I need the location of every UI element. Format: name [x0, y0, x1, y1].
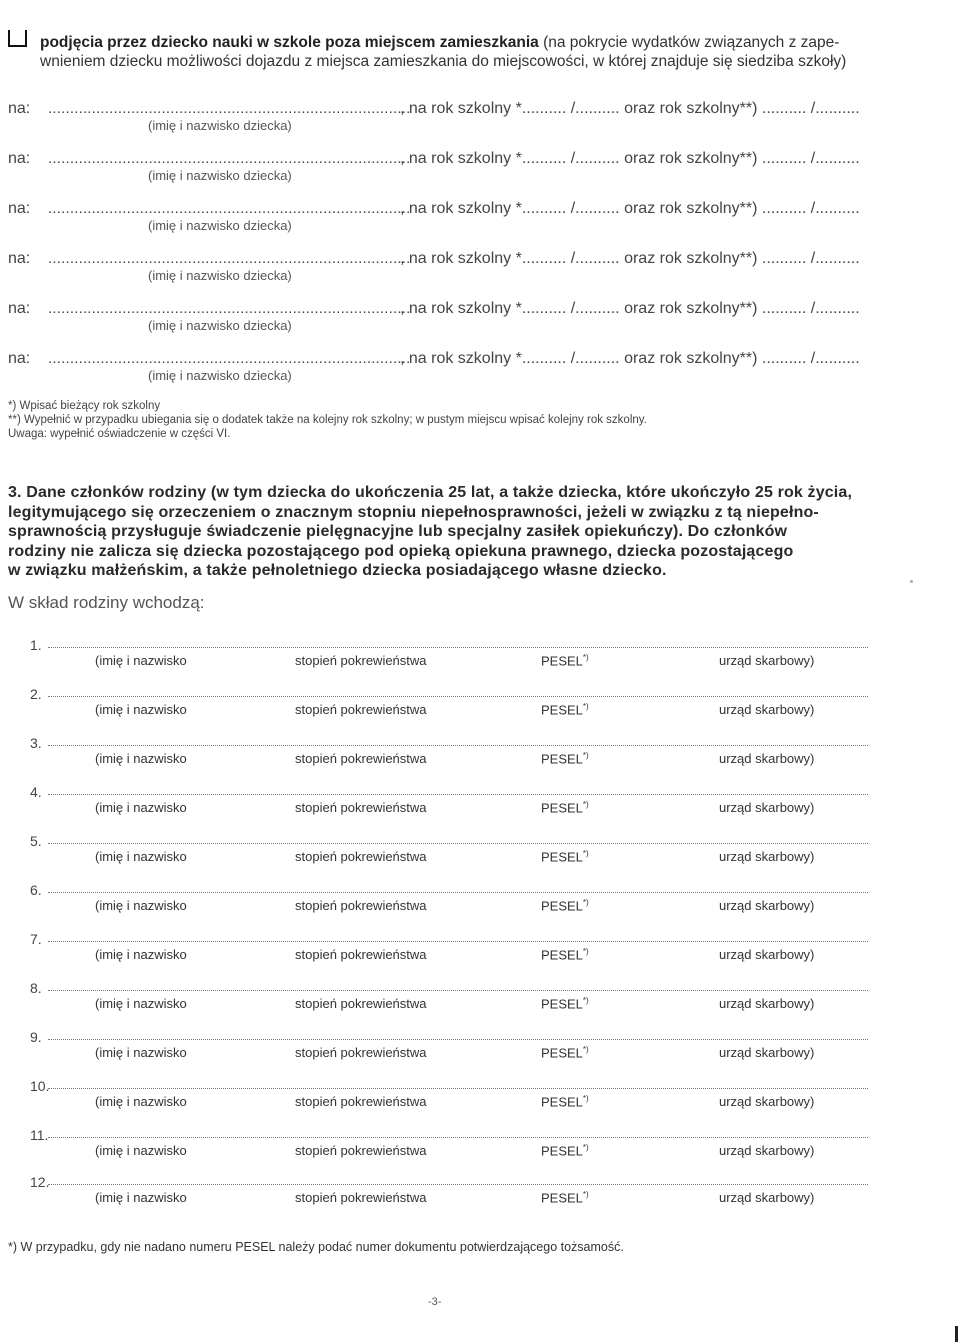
child-name-caption: (imię i nazwisko dziecka) — [148, 268, 292, 283]
row-number: 10. — [30, 1078, 50, 1094]
caption-pesel: PESEL*) — [541, 1094, 589, 1110]
caption-tax-office: urząd skarbowy) — [719, 702, 815, 717]
caption-name: (imię i nazwisko — [95, 702, 187, 717]
family-member-field[interactable] — [48, 788, 868, 795]
caption-relation: stopień pokrewieństwa — [295, 996, 427, 1011]
family-member-row — [0, 980, 960, 1028]
caption-relation: stopień pokrewieństwa — [295, 1045, 427, 1060]
caption-relation: stopień pokrewieństwa — [295, 653, 427, 668]
family-member-row — [0, 686, 960, 734]
caption-relation: stopień pokrewieństwa — [295, 751, 427, 766]
na-label: na: — [8, 300, 31, 317]
caption-name: (imię i nazwisko — [95, 849, 187, 864]
caption-pesel: PESEL*) — [541, 751, 589, 767]
caption-tax-office: urząd skarbowy) — [719, 898, 815, 913]
child-name-field[interactable]: ................................................................................... — [48, 300, 411, 317]
caption-pesel: PESEL*) — [541, 1190, 589, 1206]
family-member-field[interactable] — [48, 935, 868, 942]
caption-pesel: PESEL*) — [541, 1045, 589, 1061]
caption-pesel: PESEL*) — [541, 947, 589, 963]
caption-tax-office: urząd skarbowy) — [719, 751, 815, 766]
family-member-field[interactable] — [48, 984, 868, 991]
caption-tax-office: urząd skarbowy) — [719, 947, 815, 962]
child-name-field[interactable]: ................................................................................... — [48, 250, 411, 267]
family-member-field[interactable] — [48, 739, 868, 746]
na-label: na: — [8, 250, 31, 267]
row-number: 3. — [30, 735, 42, 751]
caption-relation: stopień pokrewieństwa — [295, 1094, 427, 1109]
footnote-next-year: **) Wypełnić w przypadku ubiegania się o dodatek także na kolejny rok szkolny; w pustym miejscu wpisać kolejny rok szkolny. — [8, 414, 647, 426]
option-title: podjęcia przez dziecko nauki w szkole poza miejscem zamieszkania — [40, 34, 539, 51]
pesel-footnote: *) W przypadku, gdy nie nadano numeru PESEL należy podać numer dokumentu potwierdzającego tożsamość. — [8, 1240, 624, 1254]
family-member-field[interactable] — [48, 641, 868, 648]
caption-name: (imię i nazwisko — [95, 898, 187, 913]
page-number: -3- — [428, 1296, 442, 1308]
section-3-line: 3. Dane członków rodziny (w tym dziecka do ukończenia 25 lat, a także dziecka, które ukończyło 25 rok życia, — [8, 484, 853, 501]
family-member-row — [0, 784, 960, 832]
caption-relation: stopień pokrewieństwa — [295, 702, 427, 717]
section-3-heading — [8, 483, 938, 581]
child-row — [0, 300, 960, 350]
section-3-line: w związku małżeńskim, a także pełnoletniego dziecka posiadającego własne dziecko. — [8, 562, 667, 579]
na-label: na: — [8, 150, 31, 167]
caption-name: (imię i nazwisko — [95, 1045, 187, 1060]
caption-tax-office: urząd skarbowy) — [719, 1045, 815, 1060]
row-number: 8. — [30, 980, 42, 996]
child-name-caption: (imię i nazwisko dziecka) — [148, 368, 292, 383]
row-number: 2. — [30, 686, 42, 702]
family-member-row — [0, 931, 960, 979]
caption-pesel: PESEL*) — [541, 849, 589, 865]
child-row — [0, 350, 960, 400]
scan-edge-mark — [955, 1326, 958, 1342]
caption-pesel: PESEL*) — [541, 1143, 589, 1159]
caption-pesel: PESEL*) — [541, 898, 589, 914]
caption-name: (imię i nazwisko — [95, 800, 187, 815]
school-year-fields[interactable]: , na rok szkolny *.......... /.......... oraz rok szkolny**) .......... /.......... — [400, 150, 860, 167]
section-3-line: legitymującego się orzeczeniem o znacznym stopniu niepełnosprawności, jeżeli w związku z tą niepełno- — [8, 503, 819, 521]
family-member-field[interactable] — [48, 1131, 868, 1138]
family-member-row — [0, 1127, 960, 1175]
caption-pesel: PESEL*) — [541, 996, 589, 1012]
option-title-rest: (na pokrycie wydatków związanych z zape- — [538, 34, 840, 51]
option-line2: wnieniem dziecku możliwości dojazdu z miejsca zamieszkania do miejscowości, w której znajduje się siedziba szkoły) — [40, 53, 847, 70]
caption-relation: stopień pokrewieństwa — [295, 1190, 427, 1205]
family-member-field[interactable] — [48, 886, 868, 893]
option-description — [40, 33, 920, 71]
family-member-row — [0, 1174, 960, 1222]
caption-tax-office: urząd skarbowy) — [719, 849, 815, 864]
caption-name: (imię i nazwisko — [95, 1094, 187, 1109]
caption-tax-office: urząd skarbowy) — [719, 1143, 815, 1158]
caption-relation: stopień pokrewieństwa — [295, 849, 427, 864]
child-row — [0, 200, 960, 250]
row-number: 1. — [30, 637, 42, 653]
family-subheading: W skład rodziny wchodzą: — [8, 593, 205, 612]
footnote-note: Uwaga: wypełnić oświadczenie w części VI. — [8, 428, 231, 440]
row-number: 12. — [30, 1174, 50, 1190]
na-label: na: — [8, 100, 31, 117]
family-member-row — [0, 833, 960, 881]
school-year-fields[interactable]: , na rok szkolny *.......... /.......... oraz rok szkolny**) .......... /.......... — [400, 300, 860, 317]
school-year-fields[interactable]: , na rok szkolny *.......... /.......... oraz rok szkolny**) .......... /.......... — [400, 200, 860, 217]
caption-name: (imię i nazwisko — [95, 653, 187, 668]
family-member-field[interactable] — [48, 1178, 868, 1185]
caption-tax-office: urząd skarbowy) — [719, 996, 815, 1011]
child-row — [0, 250, 960, 300]
family-member-field[interactable] — [48, 1033, 868, 1040]
child-name-caption: (imię i nazwisko dziecka) — [148, 118, 292, 133]
footnote-current-year: *) Wpisać bieżący rok szkolny — [8, 400, 161, 412]
scan-speck — [910, 580, 913, 583]
row-number: 5. — [30, 833, 42, 849]
row-number: 6. — [30, 882, 42, 898]
child-name-caption: (imię i nazwisko dziecka) — [148, 168, 292, 183]
row-number: 9. — [30, 1029, 42, 1045]
family-member-field[interactable] — [48, 690, 868, 697]
caption-name: (imię i nazwisko — [95, 996, 187, 1011]
child-name-caption: (imię i nazwisko dziecka) — [148, 318, 292, 333]
family-member-field[interactable] — [48, 1082, 868, 1089]
section-3-line: rodziny nie zalicza się dziecka pozostającego pod opieką opiekuna prawnego, dziecka pozostającego — [8, 542, 794, 560]
caption-relation: stopień pokrewieństwa — [295, 947, 427, 962]
option-checkbox[interactable] — [8, 30, 27, 47]
family-member-field[interactable] — [48, 837, 868, 844]
row-number: 7. — [30, 931, 42, 947]
family-member-row — [0, 637, 960, 685]
caption-name: (imię i nazwisko — [95, 751, 187, 766]
caption-tax-office: urząd skarbowy) — [719, 653, 815, 668]
child-row — [0, 150, 960, 200]
caption-pesel: PESEL*) — [541, 653, 589, 669]
row-number: 11. — [30, 1127, 49, 1143]
section-3-line: sprawnością przysługuje świadczenie pielęgnacyjne lub specjalny zasiłek opiekuńczy). Do członków — [8, 523, 788, 540]
child-name-field[interactable]: ................................................................................... — [48, 100, 411, 117]
school-year-fields[interactable]: , na rok szkolny *.......... /.......... oraz rok szkolny**) .......... /.......... — [400, 350, 860, 367]
school-year-fields[interactable]: , na rok szkolny *.......... /.......... oraz rok szkolny**) .......... /.......... — [400, 250, 860, 267]
caption-relation: stopień pokrewieństwa — [295, 800, 427, 815]
child-name-field[interactable]: ................................................................................... — [48, 150, 411, 167]
school-year-fields[interactable]: , na rok szkolny *.......... /.......... oraz rok szkolny**) .......... /.......... — [400, 100, 860, 117]
child-name-field[interactable]: ................................................................................... — [48, 350, 411, 367]
caption-pesel: PESEL*) — [541, 800, 589, 816]
na-label: na: — [8, 350, 31, 367]
family-member-row — [0, 1078, 960, 1126]
child-row — [0, 100, 960, 150]
child-name-caption: (imię i nazwisko dziecka) — [148, 218, 292, 233]
family-member-row — [0, 735, 960, 783]
caption-name: (imię i nazwisko — [95, 1190, 187, 1205]
caption-relation: stopień pokrewieństwa — [295, 1143, 427, 1158]
caption-tax-office: urząd skarbowy) — [719, 1190, 815, 1205]
caption-name: (imię i nazwisko — [95, 1143, 187, 1158]
caption-pesel: PESEL*) — [541, 702, 589, 718]
family-member-row — [0, 1029, 960, 1077]
na-label: na: — [8, 200, 31, 217]
caption-relation: stopień pokrewieństwa — [295, 898, 427, 913]
child-name-field[interactable]: ................................................................................... — [48, 200, 411, 217]
caption-tax-office: urząd skarbowy) — [719, 800, 815, 815]
row-number: 4. — [30, 784, 42, 800]
caption-tax-office: urząd skarbowy) — [719, 1094, 815, 1109]
family-member-row — [0, 882, 960, 930]
caption-name: (imię i nazwisko — [95, 947, 187, 962]
